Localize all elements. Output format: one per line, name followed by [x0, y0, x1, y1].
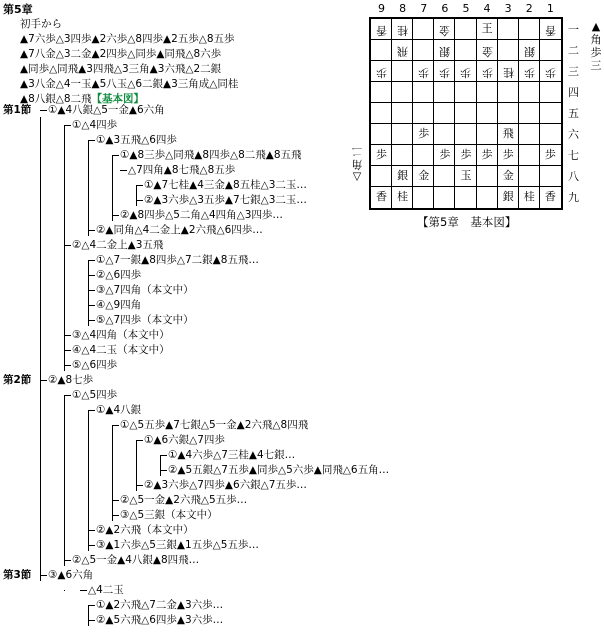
sente-piece: 飛 [502, 127, 514, 140]
gote-piece: 桂 [397, 24, 409, 37]
board-square [540, 166, 561, 187]
board-square [498, 103, 519, 124]
board-square [392, 61, 413, 82]
board-square [434, 103, 455, 124]
gote-piece: 歩 [439, 66, 451, 79]
board-square [371, 124, 392, 145]
gote-piece: 飛 [397, 45, 409, 58]
column-number: 1 [546, 2, 554, 15]
gote-piece: 銀 [523, 45, 535, 58]
tree-node: ①▲8三歩△同飛▲8四歩△8二飛▲8五飛 [120, 149, 302, 161]
opening-label: 初手から [20, 18, 62, 30]
tree-node: ①▲4八銀 [96, 404, 142, 416]
opening-move-line: ▲7六歩△3四歩▲2六歩△8四歩▲2五歩△8五歩 [20, 33, 235, 45]
tree-node: △7四角▲8七飛△8五歩 [128, 164, 236, 176]
board-square [519, 145, 540, 166]
tree-node: ②▲8四歩△5二角△4四角△3四歩… [120, 209, 283, 221]
board-square [519, 166, 540, 187]
board-square [540, 40, 561, 61]
column-number: 5 [462, 2, 470, 15]
column-number: 3 [504, 2, 512, 15]
tree-node: ①▲2六飛△7二金▲3六歩… [96, 599, 224, 611]
gote-piece: 歩 [481, 66, 493, 79]
shogi-board [369, 17, 563, 210]
column-number: 2 [525, 2, 533, 15]
tree-node: ①△4四歩 [72, 119, 118, 131]
tree-node: ①△5四歩 [72, 389, 118, 401]
tree-node: ④△4二玉（本文中） [72, 344, 170, 356]
sente-piece: 桂 [397, 190, 409, 203]
gote-piece: 香 [544, 24, 556, 37]
board-square [519, 19, 540, 40]
board-square [392, 82, 413, 103]
board-square [477, 187, 498, 208]
board-square [477, 103, 498, 124]
sente-piece: 歩 [502, 148, 514, 161]
row-number: 八 [568, 170, 579, 183]
opening-move-line: ▲7八金△3二金▲2四歩△同歩▲同飛△8六歩 [20, 48, 222, 60]
column-number: 6 [441, 2, 449, 15]
board-square [371, 166, 392, 187]
tree-node: ②▲2六飛（本文中） [96, 524, 194, 536]
tree-node: ②▲8七歩 [48, 374, 94, 386]
board-square [392, 103, 413, 124]
tree-node: ②▲3六歩△7四歩▲6六銀△7五歩… [144, 479, 307, 491]
gote-piece: 歩 [544, 66, 556, 79]
sente-piece: 玉 [460, 169, 472, 182]
tree-node: ①▲6六銀△7四歩 [144, 434, 225, 446]
board-square [413, 103, 434, 124]
tree-node: 第2節 [3, 374, 32, 386]
board-square [413, 187, 434, 208]
kihonzu-tag: 【基本図】 [91, 93, 145, 105]
opening-move-line: ▲3八金△4一玉▲5八玉△6二銀▲3三角成△同桂 [20, 78, 239, 90]
row-number: 九 [568, 191, 579, 204]
board-square [540, 124, 561, 145]
row-number: 七 [568, 149, 579, 162]
tree-node: ②△6四歩 [96, 269, 142, 281]
sente-piece: 香 [376, 190, 388, 203]
gote-piece: 歩 [523, 66, 535, 79]
board-square [413, 40, 434, 61]
board-square [413, 19, 434, 40]
sente-piece: 銀 [502, 190, 514, 203]
column-number: 7 [420, 2, 428, 15]
board-square [392, 124, 413, 145]
board-square [498, 82, 519, 103]
board-square [392, 145, 413, 166]
sente-piece: 桂 [523, 190, 535, 203]
tree-node: ③△7四角（本文中） [96, 284, 194, 296]
row-number: 五 [568, 107, 579, 120]
board-square [540, 82, 561, 103]
tree-node: ①▲7七桂▲4三金▲8五桂△3二玉… [144, 179, 307, 191]
row-number: 一 [568, 23, 579, 36]
board-square [413, 145, 434, 166]
tree-node: ②△5一金▲4八銀▲8四飛… [72, 554, 200, 566]
board-square [519, 82, 540, 103]
row-number: 三 [568, 65, 579, 78]
sente-piece: 王 [481, 22, 493, 35]
gote-piece: 金 [439, 24, 451, 37]
board-square [434, 187, 455, 208]
board-square [519, 103, 540, 124]
opening-move-line: ▲同歩△同飛▲3四飛△3三角▲3六飛△2二銀 [20, 63, 222, 75]
opening-move-line: ▲8八銀△8二飛【基本図】 [20, 93, 145, 105]
board-square [498, 19, 519, 40]
tree-node: ③▲1六歩△5三銀▲1五歩△5五歩… [96, 539, 259, 551]
sente-piece: 歩 [418, 127, 430, 140]
board-square [477, 124, 498, 145]
sente-piece: 歩 [376, 148, 388, 161]
tree-node: ③△5三銀（本文中） [120, 509, 218, 521]
tree-node: ①▲3五飛△6四歩 [96, 134, 177, 146]
tree-node: 第3節 [3, 569, 32, 581]
gote-piece: 香 [376, 24, 388, 37]
column-number: 8 [399, 2, 407, 15]
sente-piece: 歩 [481, 148, 493, 161]
tree-node: ④△9四角 [96, 299, 142, 311]
board-square [434, 82, 455, 103]
board-square [455, 19, 476, 40]
board-square [477, 82, 498, 103]
sente-hand: ▲ 角 歩 三 [590, 20, 602, 72]
board-square [455, 82, 476, 103]
board-square [413, 82, 434, 103]
column-number: 9 [378, 2, 385, 15]
gote-piece: 銀 [439, 45, 451, 58]
sente-piece: 歩 [439, 148, 451, 161]
board-square [455, 40, 476, 61]
gote-piece: 歩 [418, 66, 430, 79]
tree-node: ①△5五歩▲7七銀△5一金▲2六飛△8四飛 [120, 419, 309, 431]
sente-piece: 香 [544, 190, 556, 203]
row-number: 二 [568, 44, 579, 57]
chapter-title: 第5章 [3, 3, 33, 16]
sente-piece: 銀 [397, 169, 409, 182]
board-square [371, 82, 392, 103]
sente-piece: 歩 [544, 148, 556, 161]
row-number: 四 [568, 86, 579, 99]
sente-piece: 金 [418, 169, 430, 182]
tree-node: ①△7一銀▲8四歩△7二銀▲8五飛… [96, 254, 259, 266]
board-square [477, 166, 498, 187]
gote-piece: 金 [481, 45, 493, 58]
tree-node: ⑤△6四歩 [72, 359, 118, 371]
gote-piece: 歩 [376, 66, 388, 79]
tree-node: ②△4二金上▲3五飛 [72, 239, 164, 251]
sente-piece: 歩 [460, 148, 472, 161]
board-square [455, 187, 476, 208]
tree-node: ①▲4八銀△5一金▲6六角 [48, 104, 165, 116]
row-number: 六 [568, 128, 579, 141]
tree-node: ②△5一金▲2六飛△5五歩… [120, 494, 248, 506]
tree-node: ③▲6六角 [48, 569, 94, 581]
tree-node: △4二玉 [88, 584, 124, 596]
board-square [498, 40, 519, 61]
gote-hand: 二 角 △ [351, 145, 363, 184]
board-square [455, 103, 476, 124]
board-square [371, 40, 392, 61]
board-square [455, 124, 476, 145]
tree-node: ⑤△7四歩（本文中） [96, 314, 194, 326]
tree-node: ②▲同角△4二金上▲2六飛△6四歩… [96, 224, 263, 236]
sente-piece: 金 [502, 169, 514, 182]
board-square [540, 103, 561, 124]
board-square [519, 124, 540, 145]
column-number: 4 [483, 2, 491, 15]
board-square [434, 124, 455, 145]
tree-node: ②▲5五銀△7五歩▲同歩△5六歩▲同飛△6五角… [168, 464, 390, 476]
gote-piece: 歩 [460, 66, 472, 79]
gote-piece: 桂 [502, 66, 514, 79]
board-square [434, 166, 455, 187]
tree-node: ③△4四角（本文中） [72, 329, 170, 341]
board-square [371, 103, 392, 124]
tree-node: ②▲5六飛△6四歩▲3六歩… [96, 614, 224, 626]
tree-node: 第1節 [3, 104, 32, 116]
tree-node: ②▲3六歩△3五歩▲7七銀△3二玉… [144, 194, 307, 206]
board-caption: 【第5章 基本図】 [417, 215, 517, 229]
tree-node: ①▲4六歩△7三桂▲4七銀… [168, 449, 296, 461]
